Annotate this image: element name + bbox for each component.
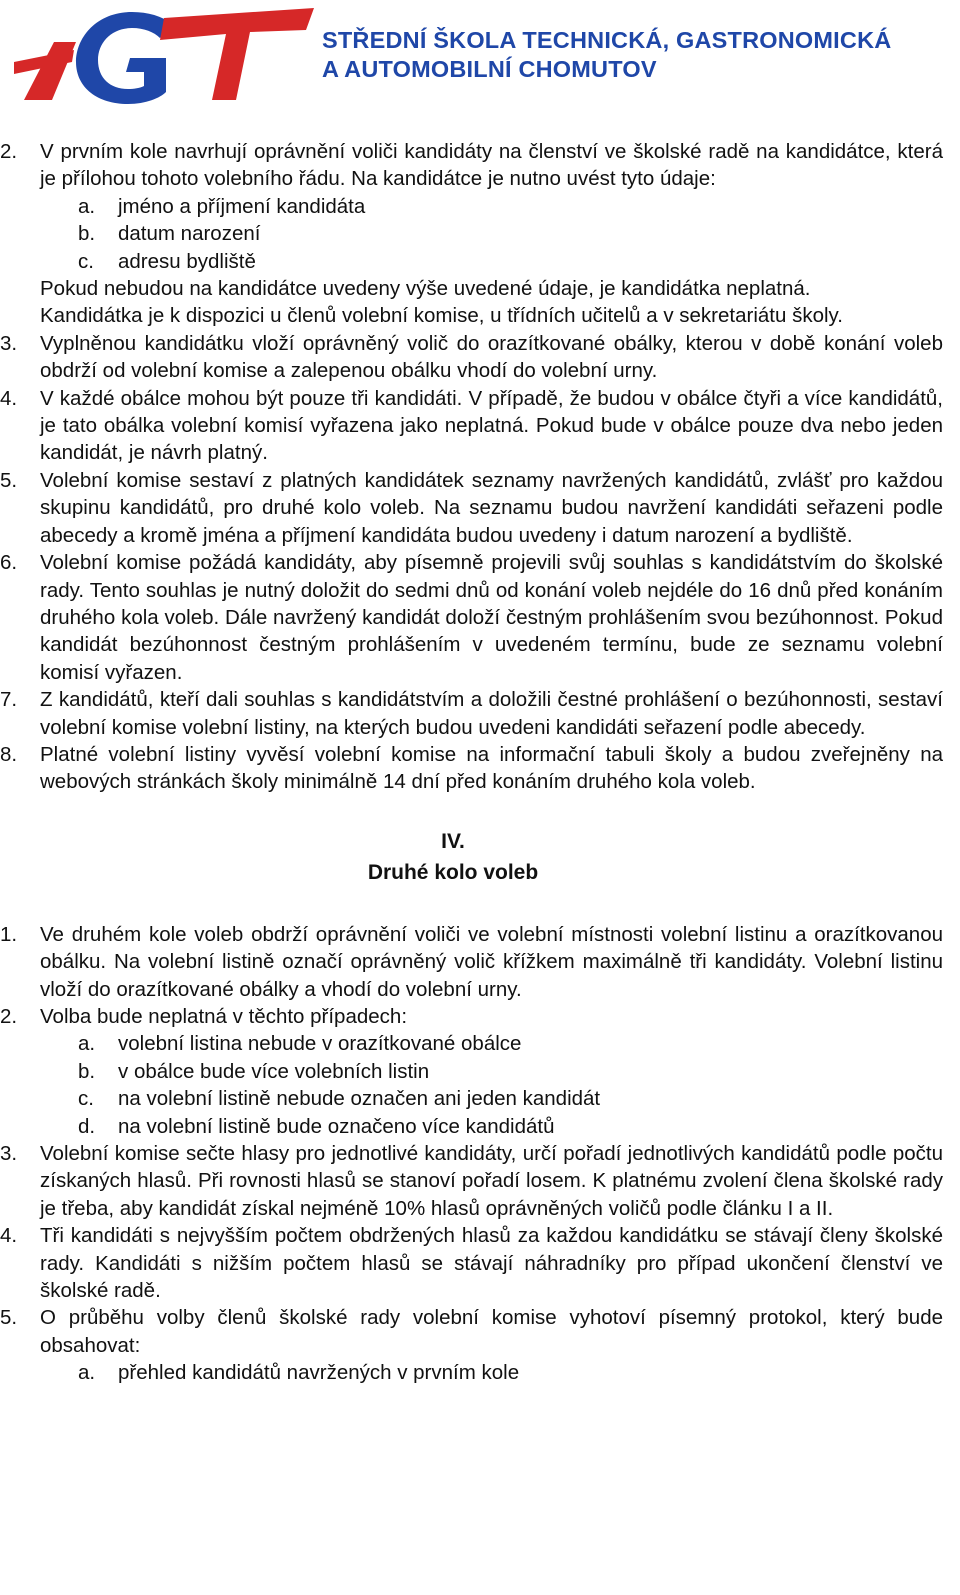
item-number: 4. [0, 386, 18, 410]
item-text: Volební komise sestaví z platných kandidátek seznamy navržených kandidátů, zvlášť pro každou skupinu kandidátů, pro druhé kolo voleb. Na seznamu budou navržení kandidáti seřazeni podle abecedy a kromě jména a příjmení kandidáta budou uvedeny i datum narození a bydliště. [40, 468, 943, 547]
item-text: Vyplněnou kandidátku vloží oprávněný volič do orazítkované obálky, kterou v době konání voleb obdrží od volební komise a zalepenou obálku vhodí do volební urny. [40, 331, 943, 383]
sub-item [0, 1030, 960, 1057]
sub-letter: b. [78, 222, 96, 246]
school-name [322, 26, 891, 84]
item-number: 5. [0, 1306, 18, 1330]
sub-letter: a. [78, 1361, 96, 1385]
sub-item [0, 1085, 960, 1112]
list-item [0, 467, 943, 549]
sub-text: adresu bydliště [118, 249, 256, 273]
list-item [0, 385, 943, 467]
school-name-line1: STŘEDNÍ ŠKOLA TECHNICKÁ, GASTRONOMICKÁ [322, 27, 892, 53]
school-logo [14, 0, 314, 108]
item-text: Volba bude neplatná v těchto případech: [40, 1004, 408, 1028]
sub-text: na volební listině nebude označen ani jeden kandidát [118, 1087, 601, 1111]
sub-text: datum narození [118, 222, 261, 246]
list-item [0, 138, 943, 193]
sub-letter: a. [78, 1032, 96, 1056]
item-number: 7. [0, 688, 18, 712]
item-number: 5. [0, 468, 18, 492]
item-text: V prvním kole navrhují oprávnění voliči kandidáty na členství ve školské radě na kandidátce, která je přílohou tohoto volebního řádu. Na kandidátce je nutno uvést tyto údaje: [40, 140, 943, 191]
list-item [0, 1222, 943, 1304]
list-item [0, 1003, 943, 1030]
list-item [0, 741, 943, 796]
item-text: Platné volební listiny vyvěsí volební komise na informační tabuli školy a budou zveřejněny na webových stránkách školy minimálně 14 dní před konáním druhého kola voleb. [40, 742, 943, 794]
sub-text: na volební listině bude označeno více kandidátů [118, 1114, 555, 1138]
item-text: Volební komise sečte hlasy pro jednotlivé kandidáty, určí pořadí jednotlivých kandidátů podle počtu získaných hlasů. Při rovnosti hlasů se stanoví pořadí losem. K platnému zvolení člena školské rady je třeba, aby kandidát získal nejméně 10% hlasů oprávněných voličů podle článku I a II. [40, 1142, 943, 1220]
item-text: Z kandidátů, kteří dali souhlas s kandidátstvím a doložili čestné prohlášení o bezúhonnosti, sestaví volební komise volební listiny, na kterých budou uvedeni kandidáti seřazení podle abecedy. [40, 688, 943, 739]
sub-text: přehled kandidátů navržených v prvním kole [118, 1361, 520, 1385]
item-text: V každé obálce mohou být pouze tři kandidáti. V případě, že budou v obálce čtyři a více kandidátů, je tato obálka volební komisí vyřazena jako neplatná. Pokud bude v obálce pouze dva nebo jeden kandidát, je návrh platný. [40, 386, 943, 465]
list-item [0, 686, 943, 741]
list-item [0, 549, 943, 686]
sub-item [0, 1359, 960, 1386]
document-body [0, 138, 960, 1387]
sub-letter: c. [78, 1087, 94, 1111]
item-number: 6. [0, 551, 18, 575]
note-paragraph: Pokud nebudou na kandidátce uvedeny výše uvedené údaje, je kandidátka neplatná. [40, 277, 811, 301]
section-number: IV. [441, 829, 465, 853]
sub-text: jméno a příjmení kandidáta [118, 194, 366, 218]
sub-letter: d. [78, 1114, 96, 1138]
item-text: Volební komise požádá kandidáty, aby písemně projevili svůj souhlas s kandidátstvím do školské rady. Tento souhlas je nutný doložit do sedmi dnů od konání voleb nejdéle do 16 dnů před konáním druhého kola voleb. Dále navržený kandidát doloží čestným prohlášením svou bezúhonnost. Pokud kandidát bezúhonnost čestným prohlášením v uvedeném termínu, bude ze seznamu volební komisí vyřazen. [40, 551, 943, 684]
sub-text: v obálce bude více volebních listin [118, 1059, 430, 1083]
school-name-line2: A AUTOMOBILNÍ CHOMUTOV [322, 56, 657, 82]
item-number: 4. [0, 1224, 18, 1248]
item-number: 3. [0, 1142, 18, 1165]
sub-item [0, 248, 960, 275]
item-number: 1. [0, 922, 18, 946]
list-item [0, 921, 943, 1003]
item-number: 8. [0, 742, 18, 766]
item-number: 2. [0, 1004, 18, 1028]
item-number: 2. [0, 140, 18, 163]
sub-item [0, 220, 960, 247]
page-header [0, 0, 960, 110]
sub-text: volební listina nebude v orazítkované obálce [118, 1032, 522, 1056]
sub-letter: c. [78, 249, 94, 273]
sub-item [0, 1058, 960, 1085]
section-title: Druhé kolo voleb [367, 860, 539, 884]
sub-item [0, 193, 960, 220]
note-paragraph: Kandidátka je k dispozici u členů volební komise, u třídních učitelů a v sekretariátu školy. [40, 304, 843, 328]
list-item [0, 1304, 943, 1359]
sub-item [0, 1113, 960, 1140]
item-text: Tři kandidáti s nejvyšším počtem obdržených hlasů za každou kandidátku se stávají členy školské rady. Kandidáti s nižším počtem hlasů se stávají náhradníky pro případ ukončení členství ve školské radě. [40, 1224, 943, 1303]
list-item [0, 1140, 943, 1222]
list-item [0, 330, 943, 385]
item-text: O průběhu volby členů školské rady volební komise vyhotoví písemný protokol, který bude obsahovat: [40, 1306, 943, 1357]
sub-letter: b. [78, 1059, 96, 1083]
item-text: Ve druhém kole voleb obdrží oprávnění voliči ve volební místnosti volební listinu a orazítkovanou obálku. Na volební listině označí oprávněný volič křížkem maximálně tři kandidáty. Volební listinu vloží do orazítkované obálky a vhodí do volební urny. [40, 922, 943, 1001]
sub-letter: a. [78, 194, 96, 218]
item-number: 3. [0, 331, 18, 355]
